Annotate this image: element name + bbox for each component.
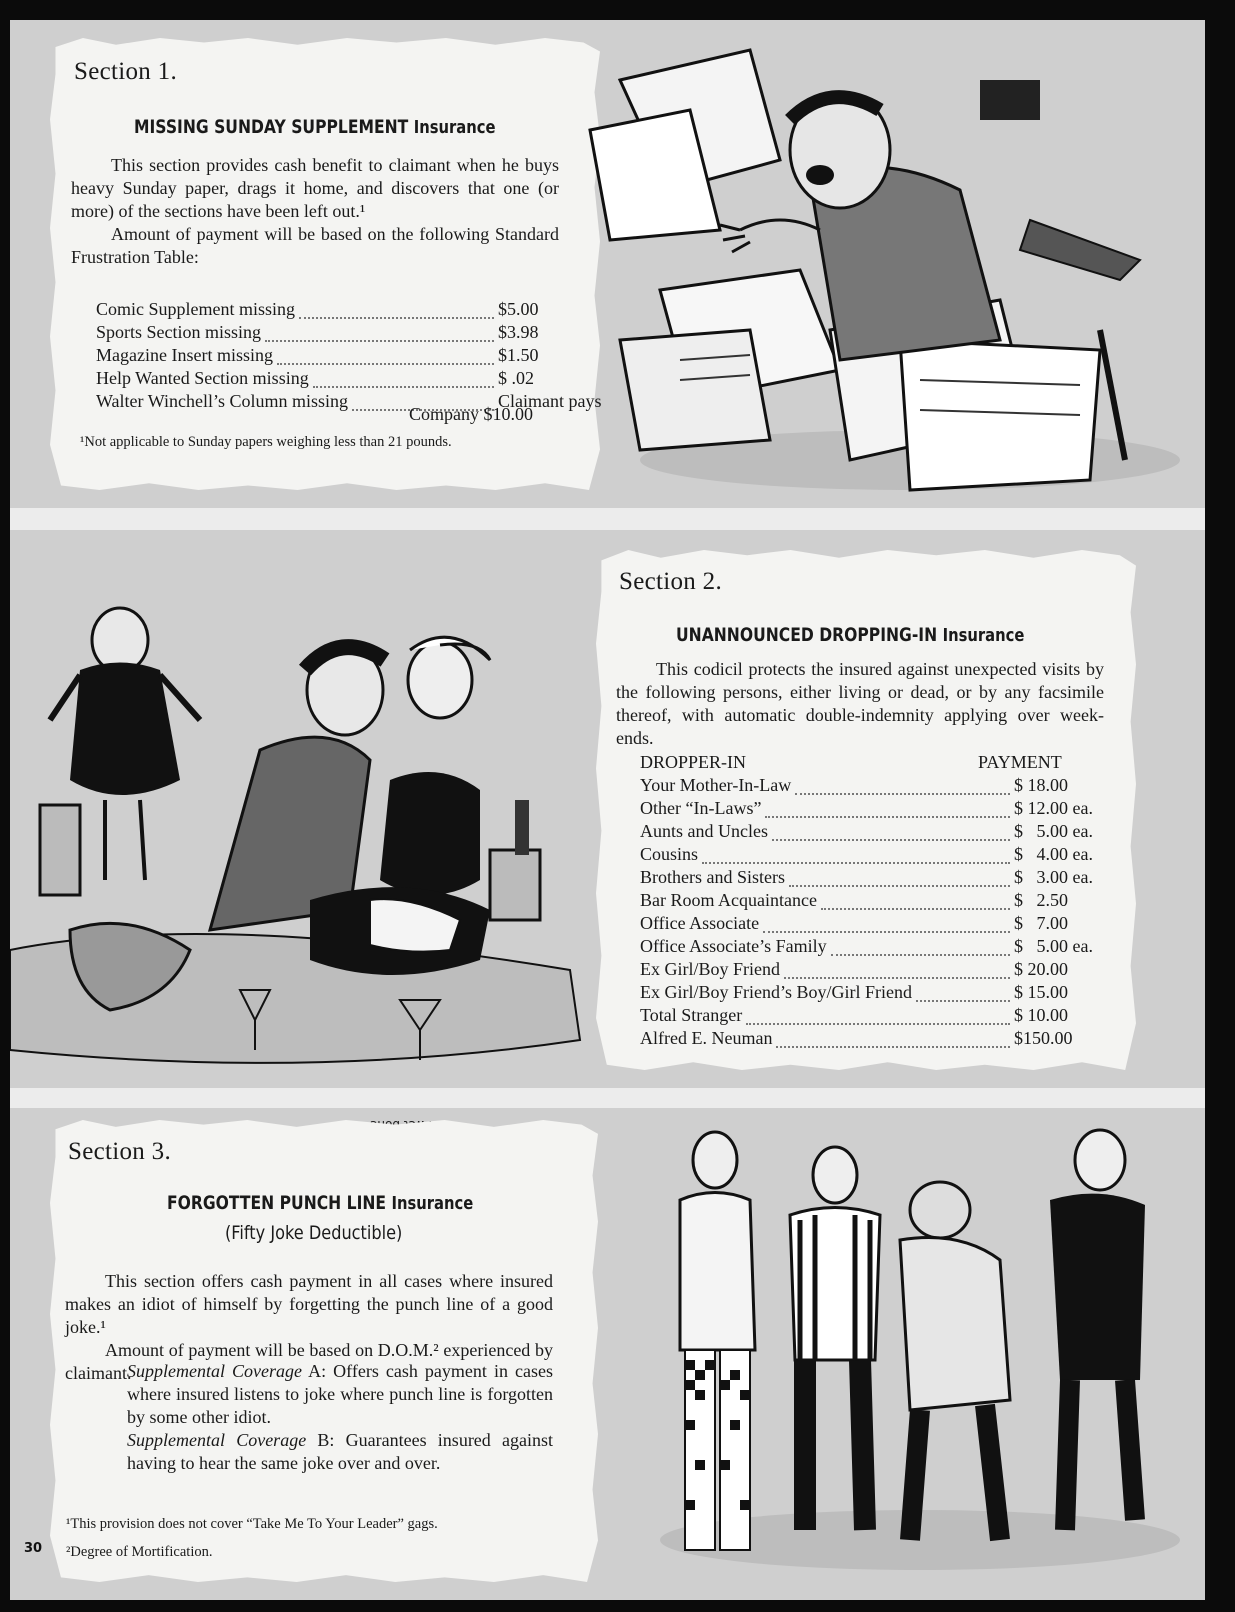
dropper-row-amount: $ 12.00 ea. bbox=[1014, 798, 1093, 818]
dropper-row-leader-dots bbox=[831, 954, 1010, 956]
frustration-row-amount: $1.50 bbox=[498, 345, 539, 365]
dropper-row-item: Alfred E. Neuman bbox=[640, 1028, 773, 1048]
section3-footnote-2: ²Degree of Mortification. bbox=[66, 1544, 213, 1560]
dropper-row-item: Brothers and Sisters bbox=[640, 867, 785, 887]
dropper-row-amount: $ 10.00 bbox=[1014, 1005, 1068, 1025]
dropper-row-item: Office Associate bbox=[640, 913, 760, 933]
frustration-row-amount: $5.00 bbox=[498, 299, 539, 319]
dropper-row-amount: $ 7.00 bbox=[1014, 913, 1068, 933]
page-number: 30 bbox=[24, 1541, 43, 1556]
section1-label: Section 1. bbox=[74, 58, 177, 85]
section2-body: This codicil protects the insured against unexpected visits by the following persons, either living or dead, or by any facsimile thereof, with automatic double-indemnity applying over week-ends. bbox=[616, 659, 1104, 748]
band-separator bbox=[10, 508, 1205, 530]
dropper-row-leader-dots bbox=[789, 885, 1010, 887]
frustration-row-amount: Claimant pays bbox=[498, 391, 602, 411]
dropper-row-leader-dots bbox=[784, 977, 1010, 979]
dropper-row-leader-dots bbox=[916, 1000, 1010, 1002]
couple-bearskin-rug-illustration bbox=[10, 550, 600, 1070]
dropper-row-item: Other “In-Laws” bbox=[640, 798, 762, 818]
dropper-row-amount: $ 2.50 bbox=[1014, 890, 1068, 910]
dropper-row-item: Your Mother-In-Law bbox=[640, 775, 792, 795]
section3-footnote-1: ¹This provision does not cover “Take Me To Your Leader” gags. bbox=[66, 1516, 438, 1532]
frustration-row-item: Magazine Insert missing bbox=[96, 345, 273, 365]
dropper-row-item: Bar Room Acquaintance bbox=[640, 890, 817, 910]
dropper-row-amount: $ 5.00 ea. bbox=[1014, 936, 1093, 956]
section1-footnote: ¹Not applicable to Sunday papers weighing less than 21 pounds. bbox=[80, 434, 452, 450]
frustration-row-leader-dots bbox=[277, 363, 494, 365]
dropper-row-leader-dots bbox=[776, 1046, 1010, 1048]
four-men-illustration bbox=[640, 1120, 1190, 1590]
dropper-row-amount: $ 5.00 ea. bbox=[1014, 821, 1093, 841]
frustration-row-leader-dots bbox=[299, 317, 494, 319]
section1-table-continuation: Company $10.00 bbox=[409, 404, 533, 424]
section2-label: Section 2. bbox=[619, 568, 722, 595]
frustration-row-item: Comic Supplement missing bbox=[96, 299, 296, 319]
dropper-row-leader-dots bbox=[746, 1023, 1010, 1025]
frustration-row-item: Help Wanted Section missing bbox=[96, 368, 309, 388]
dropper-row-amount: $150.00 bbox=[1014, 1028, 1073, 1048]
section3-body: This section offers cash payment in all cases where insured makes an idiot of himself by forgetting the punch line of a good joke.¹ Amount of payment will be based on D.O.M.² experienced by claimant. bbox=[65, 1271, 553, 1383]
dropper-row-amount: $ 20.00 bbox=[1014, 959, 1068, 979]
dropper-row-amount: $ 3.00 ea. bbox=[1014, 867, 1093, 887]
dropper-row-leader-dots bbox=[702, 862, 1010, 864]
section2-col-payment: PAYMENT bbox=[978, 752, 1062, 772]
dropper-row-item: Total Stranger bbox=[640, 1005, 743, 1025]
dropper-row-item: Ex Girl/Boy Friend’s Boy/Girl Friend bbox=[640, 982, 912, 1002]
section3-title: FORGOTTEN PUNCH LINE Insurance bbox=[167, 1192, 474, 1214]
section3-coverage-b: Supplemental Coverage B: Guarantees insured against having to hear the same joke over and over. bbox=[127, 1430, 553, 1473]
dropper-row-amount: $ 4.00 ea. bbox=[1014, 844, 1093, 864]
section2-title: UNANNOUNCED DROPPING-IN Insurance bbox=[676, 624, 1025, 646]
angry-man-newspapers-illustration bbox=[580, 40, 1190, 500]
frustration-row-leader-dots bbox=[313, 386, 494, 388]
dropper-row-item: Office Associate’s Family bbox=[640, 936, 827, 956]
frustration-row-leader-dots bbox=[265, 340, 494, 342]
frustration-row-item: Walter Winchell’s Column missing bbox=[96, 391, 348, 411]
dropper-row-leader-dots bbox=[795, 793, 1010, 795]
dropper-row-amount: $ 18.00 bbox=[1014, 775, 1068, 795]
section3-coverage-a: Supplemental Coverage A: Offers cash payment in cases where insured listens to joke where punch line is forgotten by some other idiot. bbox=[127, 1361, 554, 1427]
dropper-row-item: Ex Girl/Boy Friend bbox=[640, 959, 780, 979]
section3-subtitle: (Fifty Joke Deductible) bbox=[225, 1222, 403, 1244]
dropper-row-item: Cousins bbox=[640, 844, 699, 864]
dropper-row-leader-dots bbox=[821, 908, 1010, 910]
section1-body: This section provides cash benefit to claimant when he buys heavy Sunday paper, drags it home, and discovers that one (or more) of the sections have been left out.¹ Amount of payment will be based on the following Standard Frustration Table: bbox=[71, 155, 559, 267]
frustration-row-item: Sports Section missing bbox=[96, 322, 262, 342]
band-separator bbox=[10, 1088, 1205, 1108]
dropper-row-leader-dots bbox=[765, 816, 1010, 818]
dropper-row-amount: $ 15.00 bbox=[1014, 982, 1068, 1002]
dropper-row-item: Aunts and Uncles bbox=[640, 821, 768, 841]
section1-title: MISSING SUNDAY SUPPLEMENT Insurance bbox=[134, 116, 496, 138]
magazine-page bbox=[10, 20, 1205, 1600]
section2-col-dropper-in: DROPPER-IN bbox=[640, 752, 747, 772]
section3-label: Section 3. bbox=[68, 1138, 171, 1165]
dropper-row-leader-dots bbox=[772, 839, 1010, 841]
frustration-row-amount: $ .02 bbox=[498, 368, 534, 388]
dropper-row-leader-dots bbox=[763, 931, 1010, 933]
frustration-row-amount: $3.98 bbox=[498, 322, 539, 342]
